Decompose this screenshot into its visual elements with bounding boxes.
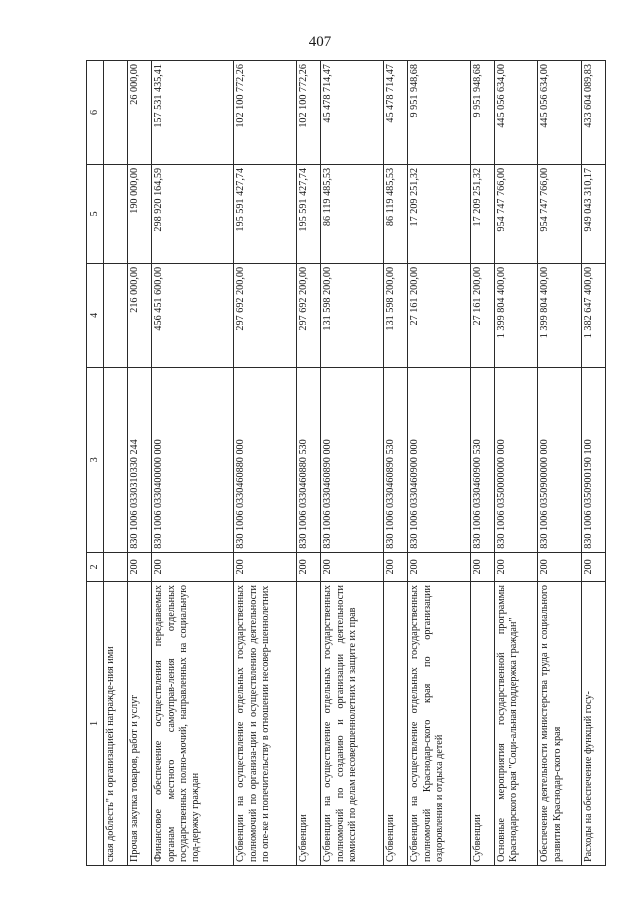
header-cell-6: 6 [87, 61, 104, 165]
table-row [297, 61, 321, 866]
row-amount-remaining-cell: 102 100 772,26 [234, 61, 297, 165]
row-name-cell: Расходы на обеспечение функций госу- [581, 581, 605, 865]
row-name-cell: Прочая закупка товаров, работ и услуг [128, 581, 152, 865]
row-amount-remaining-cell: 45 478 714,47 [321, 61, 384, 165]
row-amount-executed-cell: 86 119 485,53 [321, 164, 384, 263]
row-kvr-cell: 200 [384, 552, 408, 581]
row-amount-approved-cell: 1 399 804 400,00 [494, 263, 537, 367]
table-row [321, 61, 384, 866]
row-name-cell: Субвенции на осуществление отдельных государственных полномочий Краснодар-ского края по организации оздоровления и отдыха детей [408, 581, 471, 865]
header-cell-1: 1 [87, 581, 104, 865]
row-code-cell: 830 1006 0330400000 000 [152, 367, 234, 552]
row-amount-remaining-cell: 445 056 634,00 [538, 61, 581, 165]
row-amount-remaining-cell [104, 61, 128, 165]
row-amount-executed-cell: 86 119 485,53 [384, 164, 408, 263]
table-row [408, 61, 471, 866]
row-name-cell: Субвенции [297, 581, 321, 865]
row-amount-approved-cell: 1 382 647 400,00 [581, 263, 605, 367]
row-amount-executed-cell: 195 591 427,74 [234, 164, 297, 263]
table-row [384, 61, 408, 866]
row-amount-remaining-cell: 45 478 714,47 [384, 61, 408, 165]
row-amount-remaining-cell: 157 531 435,41 [152, 61, 234, 165]
row-amount-remaining-cell: 9 951 948,68 [470, 61, 494, 165]
row-amount-executed-cell: 298 920 164,59 [152, 164, 234, 263]
row-kvr-cell: 200 [538, 552, 581, 581]
table-row [494, 61, 537, 866]
row-name-cell: Субвенции на осуществление отдельных государственных полномочий по организа-ции и осуществлению деятельности по опе-ке и попечительству в отношении несовер-шеннолетних [234, 581, 297, 865]
row-name-cell: Субвенции на осуществление отдельных государственных полномочий по созданию и организации деятельности комиссий по делам несовершеннолетних и защите их прав [321, 581, 384, 865]
row-name-cell: Финансовое обеспечение осуществления передаваемых органам местного самоуправ-ления отдельных государственных полно-мочий, направленных на социальную под-держку граждан [152, 581, 234, 865]
row-amount-approved-cell: 297 692 200,00 [234, 263, 297, 367]
row-code-cell: 830 1006 0330460900 000 [408, 367, 471, 552]
row-amount-approved-cell: 297 692 200,00 [297, 263, 321, 367]
row-name-cell: Обеспечение деятельности министерства труда и социального развития Краснодар-ского края [538, 581, 581, 865]
row-kvr-cell: 200 [321, 552, 384, 581]
table-row [128, 61, 152, 866]
budget-table [86, 60, 606, 866]
row-kvr-cell: 200 [128, 552, 152, 581]
row-amount-executed-cell: 190 000,00 [128, 164, 152, 263]
header-row [87, 61, 104, 866]
row-code-cell: 830 1006 0350000000 000 [494, 367, 537, 552]
row-amount-executed-cell [104, 164, 128, 263]
table-body [104, 61, 606, 866]
row-amount-approved-cell: 27 161 200,00 [470, 263, 494, 367]
row-code-cell: 830 1006 0330460880 530 [297, 367, 321, 552]
table-row [234, 61, 297, 866]
header-cell-3: 3 [87, 367, 104, 552]
row-amount-remaining-cell: 433 604 089,83 [581, 61, 605, 165]
table-row [104, 61, 128, 866]
row-name-cell: Основные мероприятия государственной программы Краснодарского края "Соци-альная поддержка граждан" [494, 581, 537, 865]
page-number: 407 [308, 34, 332, 50]
table-row [581, 61, 605, 866]
row-amount-approved-cell: 27 161 200,00 [408, 263, 471, 367]
row-amount-executed-cell: 954 747 766,00 [494, 164, 537, 263]
table-row [470, 61, 494, 866]
row-code-cell: 830 1006 0330460890 530 [384, 367, 408, 552]
row-amount-approved-cell: 456 451 600,00 [152, 263, 234, 367]
rotated-table-container [86, 60, 606, 866]
row-amount-approved-cell: 1 399 804 400,00 [538, 263, 581, 367]
row-amount-remaining-cell: 102 100 772,26 [297, 61, 321, 165]
header-cell-4: 4 [87, 263, 104, 367]
row-amount-remaining-cell: 445 056 634,00 [494, 61, 537, 165]
row-amount-approved-cell: 131 598 200,00 [384, 263, 408, 367]
row-kvr-cell: 200 [152, 552, 234, 581]
row-code-cell: 830 1006 0350900190 100 [581, 367, 605, 552]
row-code-cell: 830 1006 0330460890 000 [321, 367, 384, 552]
table-row [152, 61, 234, 866]
row-name-cell: ская доблесть" и организацией награжде-ния ими [104, 581, 128, 865]
row-amount-approved-cell: 131 598 200,00 [321, 263, 384, 367]
row-amount-approved-cell: 216 000,00 [128, 263, 152, 367]
row-amount-remaining-cell: 9 951 948,68 [408, 61, 471, 165]
row-kvr-cell: 200 [581, 552, 605, 581]
table-row [538, 61, 581, 866]
row-code-cell: 830 1006 0330310330 244 [128, 367, 152, 552]
row-kvr-cell: 200 [234, 552, 297, 581]
row-kvr-cell [104, 552, 128, 581]
row-code-cell: 830 1006 0350900000 000 [538, 367, 581, 552]
header-cell-2: 2 [87, 552, 104, 581]
row-amount-executed-cell: 195 591 427,74 [297, 164, 321, 263]
row-amount-executed-cell: 949 043 310,17 [581, 164, 605, 263]
row-amount-remaining-cell: 26 000,00 [128, 61, 152, 165]
row-name-cell: Субвенции [470, 581, 494, 865]
row-kvr-cell: 200 [408, 552, 471, 581]
row-amount-executed-cell: 17 209 251,32 [470, 164, 494, 263]
row-kvr-cell: 200 [297, 552, 321, 581]
row-amount-approved-cell [104, 263, 128, 367]
row-amount-executed-cell: 17 209 251,32 [408, 164, 471, 263]
row-name-cell: Субвенции [384, 581, 408, 865]
row-amount-executed-cell: 954 747 766,00 [538, 164, 581, 263]
row-code-cell: 830 1006 0330460880 000 [234, 367, 297, 552]
header-cell-5: 5 [87, 164, 104, 263]
row-kvr-cell: 200 [470, 552, 494, 581]
row-kvr-cell: 200 [494, 552, 537, 581]
row-code-cell [104, 367, 128, 552]
row-code-cell: 830 1006 0330460900 530 [470, 367, 494, 552]
